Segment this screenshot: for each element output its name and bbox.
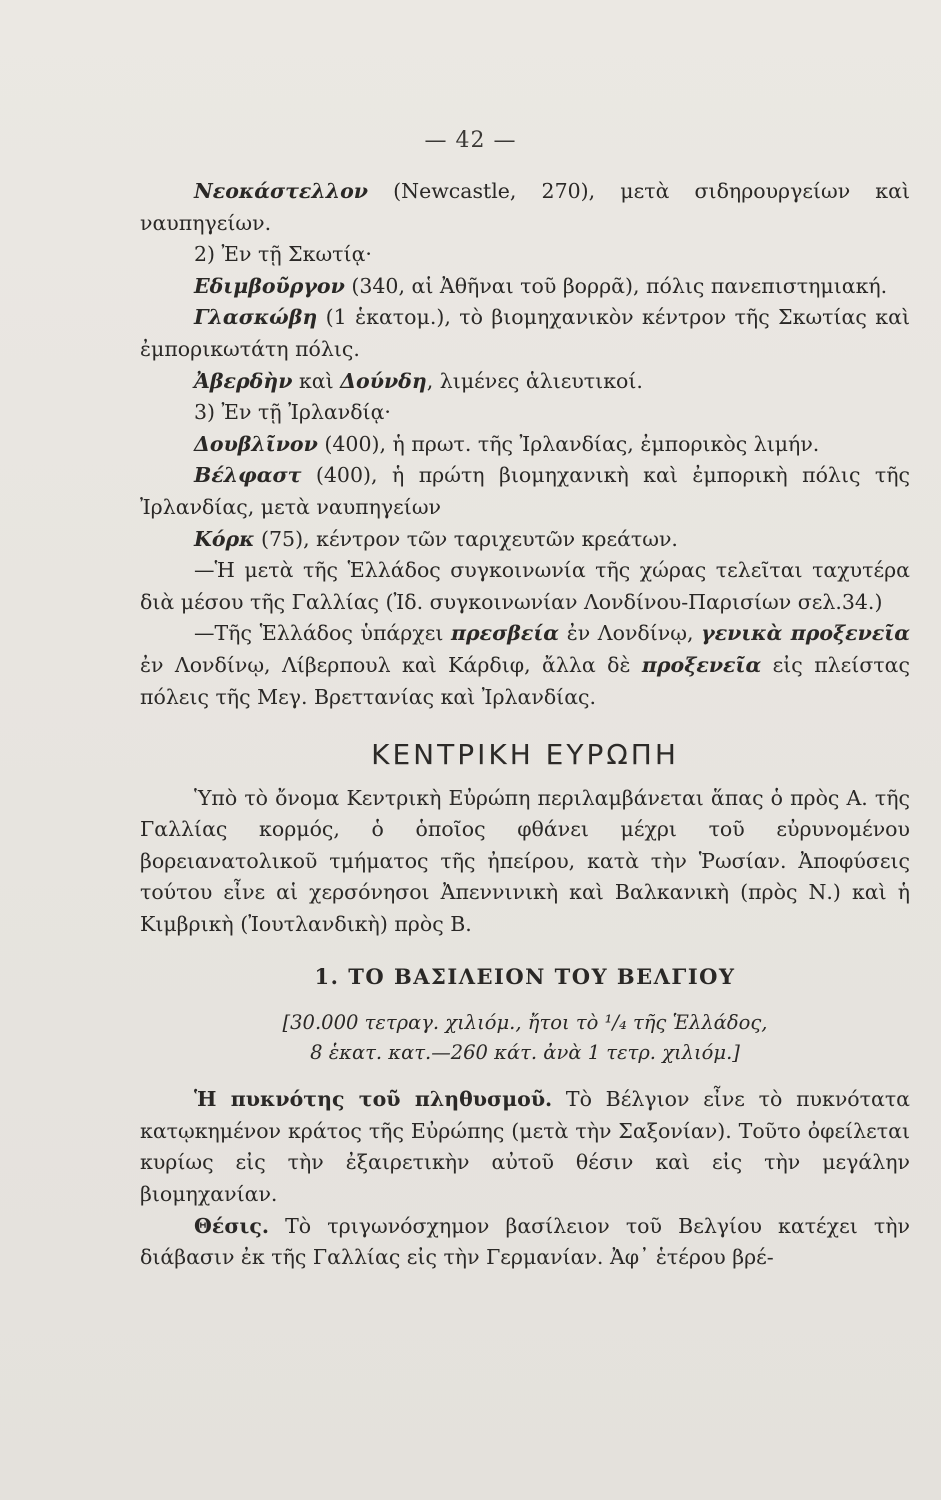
page-number: — 42 — [424,128,517,153]
paragraph-glasgow: Γλασκώβη (1 ἑκατομ.), τὸ βιομηχανικὸν κέντρον τῆς Σκωτίας καὶ ἐμπορικωτάτη πόλις. [140,305,910,361]
paragraph-newcastle: Νεοκάστελλον (Newcastle, 270), μετὰ σιδηρουργείων καὶ ναυπηγείων. [140,179,910,235]
city-name: Εδιμβοῦργον [194,273,345,298]
paragraph-edinburgh: Εδιμβοῦργον (340, αἱ Ἀθῆναι τοῦ βορρᾶ), πόλις πανεπιστημιακή. [194,273,888,298]
city-name: Βέλφαστ [194,463,302,488]
paragraph-position: Θέσις. Τὸ τριγωνόσχημον βασίλειον τοῦ Βελγίου κατέχει τὴν διάβασιν ἐκ τῆς Γαλλίας εἰς τὴν Γερμανίαν. Ἀφ᾽ ἑτέρου βρέ- [140,1213,910,1270]
paragraph-scotland-heading: 2) Ἐν τῇ Σκωτίᾳ· [194,242,372,267]
section-title: ΚΕΝΤΡΙΚΗ ΕΥΡΩΠΗ [371,738,679,772]
paragraph-cork: Κόρκ (75), κέντρον τῶν ταριχευτῶν κρεάτων. [194,526,678,551]
city-name: Δούνδη [340,368,427,393]
city-name: Νεοκάστελλον [194,179,369,203]
paragraph-lead: Θέσις. [194,1213,269,1238]
paragraph-lead: Ἡ πυκνότης τοῦ πληθυσμοῦ. [194,1087,553,1112]
paragraph-belfast: Βέλφαστ (400), ἡ πρώτη βιομηχανικὴ καὶ ἐμπορικὴ πόλις τῆς Ἰρλανδίας, μετὰ ναυπηγείων [140,463,910,519]
chapter-title: 1. ΤΟ ΒΑΣΙΛΕΙΟΝ ΤΟΥ ΒΕΛΓΙΟΥ [314,963,736,989]
paragraph-embassy: —Τῆς Ἑλλάδος ὑπάρχει πρεσβεία ἐν Λονδίνῳ, γενικὰ προξενεῖα ἐν Λονδίνῳ, Λίβερπουλ καὶ Κάρδιφ, ἄλλα δὲ προξενεῖα εἰς πλείστας πόλεις τῆς Μεγ. Βρεττανίας καὶ Ἰρλανδίας. [140,621,911,709]
statistics-block [140,1008,910,1068]
statistics-line: [30.000 τετραγ. χιλιόμ., ἤτοι τὸ ¹/₄ τῆς Ἑλλάδος, [282,1011,768,1035]
page-body [140,176,910,1274]
paragraph-aberdeen-dundee: Ἀβερδὴν καὶ Δούνδη, λιμένες ἁλιευτικοί. [194,368,643,393]
city-name: Κόρκ [194,526,255,551]
statistics-line: 8 ἑκατ. κατ.—260 κάτ. ἀνὰ 1 τετρ. χιλιόμ.] [310,1041,740,1065]
paragraph-communication: —Ἡ μετὰ τῆς Ἑλλάδος συγκοινωνία τῆς χώρας τελεῖται ταχυτέρα διὰ μέσου τῆς Γαλλίας (Ἰδ. συγκοινωνίαν Λονδίνου-Παρισίων σελ.34.) [140,558,910,614]
city-name: Δουβλῖνον [194,431,318,456]
paragraph-central-europe: Ὑπὸ τὸ ὄνομα Κεντρικὴ Εὐρώπη περιλαμβάνεται ἅπας ὁ πρὸς Α. τῆς Γαλλίας κορμός, ὁ ὁποῖος φθάνει μέχρι τοῦ εὐρυνομένου βορειανατολικοῦ τμήματος τῆς ἠπείρου, κατὰ τὴν Ῥωσίαν. Ἀποφύσεις τούτου εἶνε αἱ χερσόνησοι Ἀπεννινικὴ καὶ Βαλκανικὴ (πρὸς Ν.) καὶ ἡ Κιμβρικὴ (Ἰουτλανδικὴ) πρὸς Β. [140,785,910,937]
city-name: Ἀβερδὴν [194,368,293,393]
paragraph-dublin: Δουβλῖνον (400), ἡ πρωτ. τῆς Ἰρλανδίας, ἐμπορικὸς λιμήν. [194,431,820,456]
city-name: Γλασκώβη [194,305,318,330]
paragraph-density: Ἡ πυκνότης τοῦ πληθυσμοῦ. Τὸ Βέλγιον εἶνε τὸ πυκνότατα κατῳκημένον κράτος τῆς Εὐρώπης (μετὰ τὴν Σαξονίαν). Τοῦτο ὀφείλεται κυρίως εἰς τὴν ἐξαιρετικὴν αὐτοῦ θέσιν καὶ εἰς τὴν μεγάλην βιομηχανίαν. [140,1087,911,1207]
paragraph-ireland-heading: 3) Ἐν τῇ Ἰρλανδίᾳ· [194,400,391,425]
